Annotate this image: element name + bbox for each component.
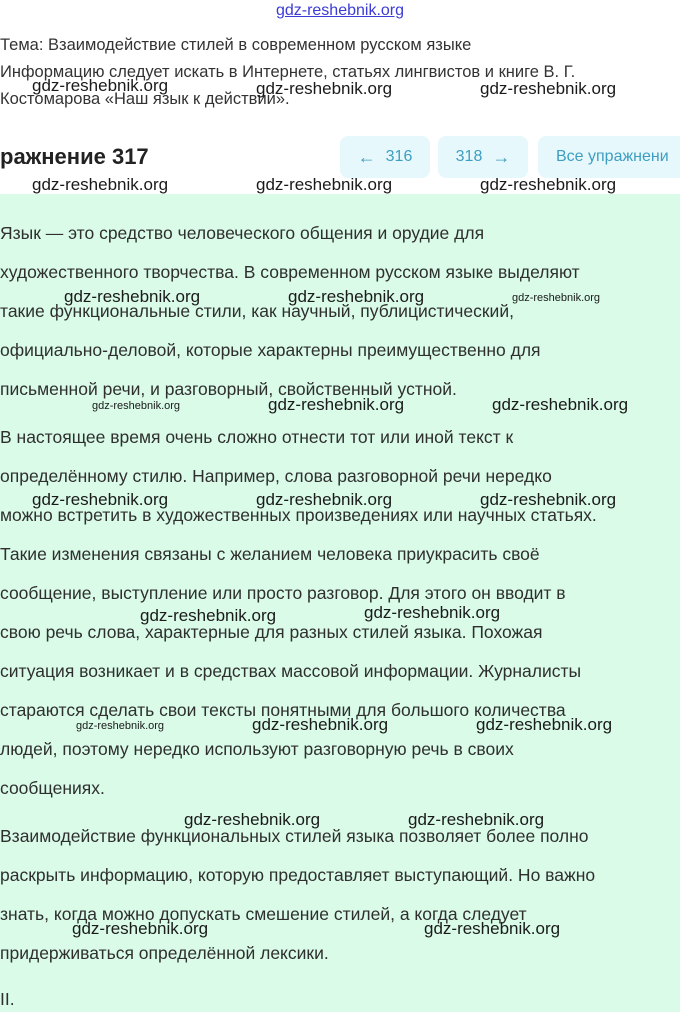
text-line: письменной речи, и разговорный, свойственный устной.	[0, 379, 457, 399]
watermark: gdz-reshebnik.org	[492, 395, 629, 414]
all-exercises-button[interactable]	[538, 136, 680, 178]
site-header-link[interactable]	[0, 0, 680, 26]
text-line: официально-деловой, которые характерны преимущественно для	[0, 340, 541, 360]
watermark: gdz-reshebnik.org	[408, 810, 545, 829]
text-line: такие функциональные стили, как научный, публицистический,	[0, 301, 514, 321]
watermark: gdz-reshebnik.org	[480, 490, 617, 509]
text-line: стараются сделать свои тексты понятными для большого количества	[0, 700, 566, 720]
watermark: gdz-reshebnik.org	[256, 79, 393, 98]
watermark: gdz-reshebnik.org	[184, 810, 321, 829]
text-line: знать, когда можно допускать смешение стилей, а когда следует	[0, 904, 527, 924]
text-line: людей, поэтому нередко используют разговорную речь в своих	[0, 739, 514, 759]
watermark: gdz-reshebnik.org	[480, 175, 617, 194]
intro-line: Информацию следует искать в Интернете, статьях лингвистов и книге В. Г.	[0, 63, 576, 81]
text-line: раскрыть информацию, которую предоставляет выступающий. Но важно	[0, 865, 596, 885]
watermark: gdz-reshebnik.org	[476, 715, 613, 734]
text-line: II.	[0, 989, 15, 1009]
watermark: gdz-reshebnik.org	[480, 79, 617, 98]
watermark: gdz-reshebnik.org	[268, 395, 405, 414]
watermark: gdz-reshebnik.org	[288, 287, 425, 306]
text-line: определённому стилю. Например, слова разговорной речи нередко	[0, 466, 552, 486]
watermark: gdz-reshebnik.org	[92, 400, 181, 412]
answer-text-area	[0, 194, 680, 1012]
text-line: сообщение, выступление или просто разговор. Для этого он вводит в	[0, 583, 566, 603]
text-line: Такие изменения связаны с желанием человека приукрасить своё	[0, 544, 540, 564]
watermark: gdz-reshebnik.org	[256, 175, 393, 194]
watermark: gdz-reshebnik.org	[256, 490, 393, 509]
watermark: gdz-reshebnik.org	[364, 603, 501, 622]
watermark: gdz-reshebnik.org	[64, 287, 201, 306]
text-line: художественного творчества. В современном русском языке выделяют	[0, 262, 580, 282]
exercise-title: ражнение 317	[0, 144, 149, 169]
site-link-text[interactable]: gdz-reshebnik.org	[275, 2, 405, 19]
watermark: gdz-reshebnik.org	[72, 919, 209, 938]
text-line: Взаимодействие функциональных стилей языка позволяет более полно	[0, 826, 589, 846]
watermark: gdz-reshebnik.org	[32, 76, 169, 95]
text-line: можно встретить в художественных произведениях или научных статьях.	[0, 505, 597, 525]
next-exercise-label: 318	[455, 148, 483, 165]
arrow-left-icon: ←	[357, 147, 376, 167]
next-exercise-button[interactable]	[438, 136, 528, 178]
prev-exercise-button[interactable]	[340, 136, 430, 178]
text-line: ситуация возникает и в средствах массовой информации. Журналисты	[0, 661, 582, 681]
all-exercises-label: Все упражнени	[556, 148, 669, 165]
text-line: придерживаться определённой лексики.	[0, 943, 329, 963]
exercise-intro	[0, 32, 680, 113]
watermark: gdz-reshebnik.org	[252, 715, 389, 734]
watermark: gdz-reshebnik.org	[424, 919, 561, 938]
prev-exercise-label: 316	[385, 148, 413, 165]
watermark: gdz-reshebnik.org	[512, 292, 601, 304]
intro-line: Тема: Взаимодействие стилей в современном русском языке	[0, 36, 472, 54]
intro-line: Костомарова «Наш язык к действии».	[0, 90, 290, 108]
text-line: Язык — это средство человеческого общения и орудие для	[0, 223, 485, 243]
watermark: gdz-reshebnik.org	[32, 490, 169, 509]
text-line: свою речь слова, характерные для разных стилей языка. Похожая	[0, 622, 543, 642]
arrow-right-icon: →	[492, 147, 511, 167]
watermark: gdz-reshebnik.org	[76, 720, 165, 732]
text-line: сообщениях.	[0, 778, 105, 798]
watermark: gdz-reshebnik.org	[32, 175, 169, 194]
text-line: В настоящее время очень сложно отнести тот или иной текст к	[0, 427, 514, 447]
watermark: gdz-reshebnik.org	[140, 606, 277, 625]
